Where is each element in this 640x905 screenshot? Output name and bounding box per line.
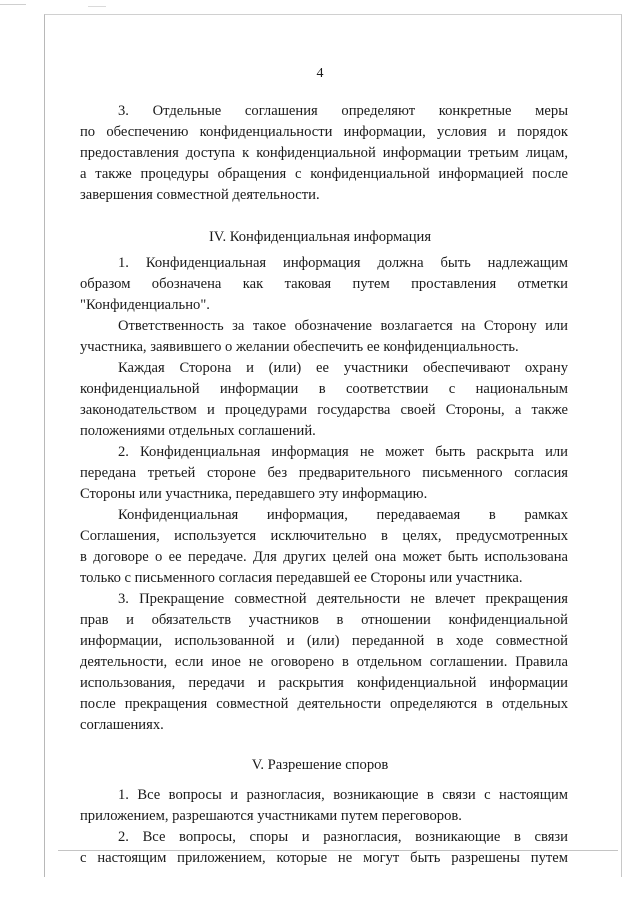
scan-mark (88, 6, 106, 7)
text-line: Ответственность за такое обозначение возлагается на Сторону или (118, 318, 568, 334)
section-heading-v: V. Разрешение споров (251, 757, 389, 773)
text-line: 3. Прекращение совместной деятельности не влечет прекращения (118, 591, 568, 607)
text-line: законодательством и процедурами государства своей Стороны, а также (80, 402, 568, 418)
text-line: по обеспечению конфиденциальности информации, условия и порядок (80, 124, 568, 140)
text-line: участника, заявившего о желании обеспечить ее конфиденциальность. (80, 339, 519, 355)
text-line: после прекращения совместной деятельности определяются в отдельных (80, 696, 568, 712)
text-line: конфиденциальной информации в соответствии с национальным (80, 381, 568, 397)
text-line: "Конфиденциально". (80, 297, 210, 313)
text-line: Соглашения, используется исключительно в целях, предусмотренных (80, 528, 568, 544)
page-number: 4 (316, 66, 324, 81)
text-line: Каждая Сторона и (или) ее участники обеспечивают охрану (118, 360, 568, 376)
text-line: 2. Конфиденциальная информация не может быть раскрыта или (118, 444, 568, 460)
text-line: Стороны или участника, передавшего эту информацию. (80, 486, 428, 502)
text-line: положениями отдельных соглашений. (80, 423, 316, 439)
text-line: деятельности, если иное не оговорено в отдельном соглашении. Правила (80, 654, 568, 670)
text-line: передана третьей стороне без предварительного письменного согласия (80, 465, 568, 481)
text-line: в договоре о ее передаче. Для других целей она может быть использована (80, 549, 568, 565)
text-line: прав и обязательств участников в отношении конфиденциальной (80, 612, 568, 628)
scan-mark (0, 4, 26, 5)
text-line: информации, использованной и (или) переданной в ходе совместной (80, 633, 568, 649)
text-line: приложением, разрешаются участниками путем переговоров. (80, 808, 462, 824)
text-line: соглашениях. (80, 717, 164, 733)
text-line: только с письменного согласия передавшей ее Стороны или участника. (80, 570, 523, 586)
section-heading-iv: IV. Конфиденциальная информация (208, 229, 432, 245)
text-line: с настоящим приложением, которые не могут быть разрешены путем (80, 850, 568, 866)
text-line: 1. Конфиденциальная информация должна быть надлежащим (118, 255, 568, 271)
text-line: образом обозначена как таковая путем проставления отметки (80, 276, 568, 292)
text-line: а также процедуры обращения с конфиденциальной информацией после (80, 166, 568, 182)
text-line: использования, передачи и раскрытия конфиденциальной информации (80, 675, 568, 691)
text-line: Конфиденциальная информация, передаваемая в рамках (118, 507, 568, 523)
text-line: завершения совместной деятельности. (80, 187, 320, 203)
text-line: предоставления доступа к конфиденциальной информации третьим лицам, (80, 145, 568, 161)
text-line: 2. Все вопросы, споры и разногласия, возникающие в связи (118, 829, 568, 845)
text-line: 1. Все вопросы и разногласия, возникающие в связи с настоящим (118, 787, 568, 803)
text-line: 3. Отдельные соглашения определяют конкретные меры (118, 103, 568, 119)
